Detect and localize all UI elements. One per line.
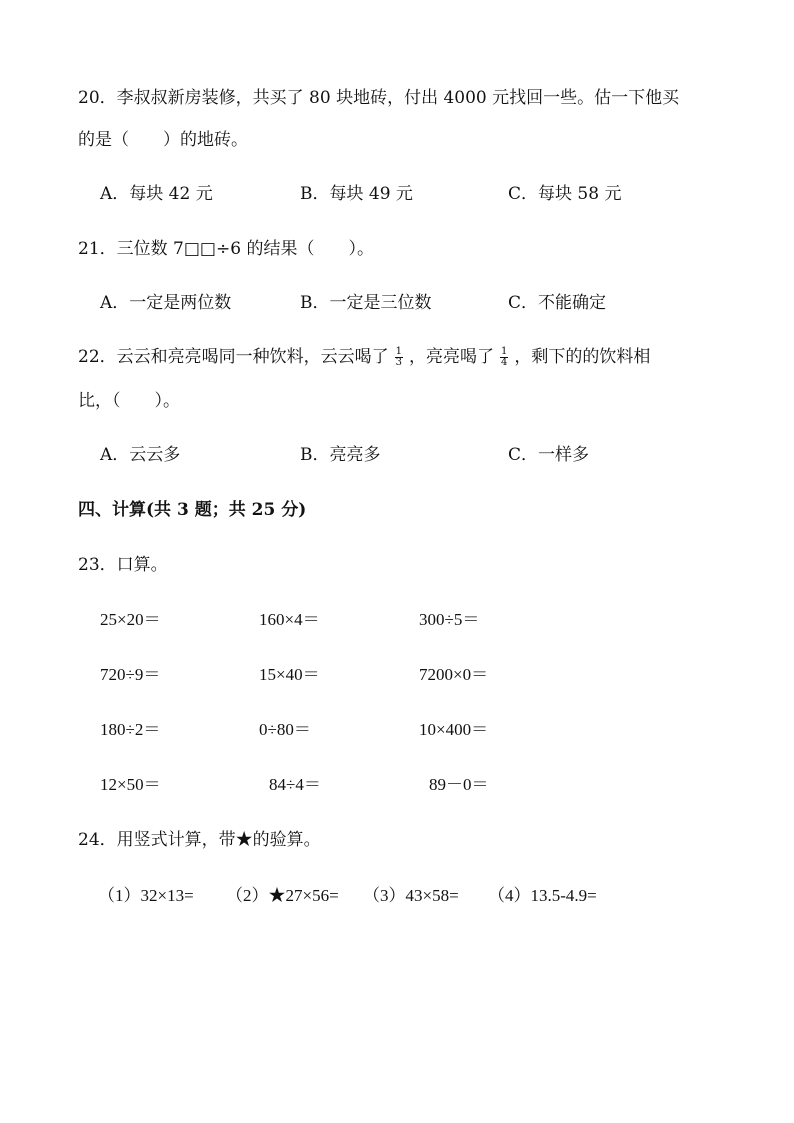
- q24-item-3: （3）43×58=: [363, 886, 459, 905]
- fraction-numerator: 1: [395, 346, 403, 357]
- q20-option-a: A．每块 42 元: [100, 184, 213, 204]
- q21-option-b: B．一定是三位数: [300, 293, 432, 313]
- q21-option-a: A．一定是两位数: [100, 293, 232, 313]
- calc-item: 89－0＝: [429, 775, 489, 794]
- fraction-denominator: 3: [395, 357, 403, 368]
- q21-line1: 21．三位数 7□□÷6 的结果（ ）。: [78, 239, 374, 259]
- q21-option-c: C．不能确定: [508, 293, 607, 313]
- q24-item-2: （2）★27×56=: [226, 886, 339, 905]
- calc-item: 84÷4＝: [269, 775, 321, 794]
- fraction-one-third: [395, 347, 403, 368]
- q22-option-c: C．一样多: [508, 445, 590, 465]
- calc-item: 12×50＝: [100, 775, 161, 794]
- calc-item: 7200×0＝: [419, 665, 489, 684]
- calc-item: 160×4＝: [259, 610, 320, 629]
- q20-line1: 20．李叔叔新房装修，共买了 80 块地砖，付出 4000 元找回一些。估一下他买: [78, 88, 680, 108]
- q22-option-b: B．亮亮多: [300, 445, 381, 465]
- fraction-denominator: 4: [501, 357, 508, 368]
- calc-item: 300÷5＝: [419, 610, 480, 629]
- section-heading: 四、计算(共 3 题；共 25 分): [78, 500, 307, 520]
- q23-title: 23．口算。: [78, 555, 168, 575]
- calc-item: 15×40＝: [259, 665, 320, 684]
- calc-item: 180÷2＝: [100, 720, 161, 739]
- calc-item: 25×20＝: [100, 610, 161, 629]
- q22-line2: 比，（ ）。: [78, 391, 180, 411]
- q24-item-4: （4）13.5-4.9=: [488, 886, 597, 905]
- calc-item: 10×400＝: [419, 720, 489, 739]
- q22-line1: [78, 345, 650, 369]
- q22-option-a: A．云云多: [100, 445, 181, 465]
- q24-item-1: （1）32×13=: [98, 886, 194, 905]
- fraction-numerator: 1: [501, 346, 508, 357]
- q20-option-b: B．每块 49 元: [300, 184, 413, 204]
- fraction-one-quarter: [500, 347, 508, 368]
- q20-option-c: C．每块 58 元: [508, 184, 622, 204]
- q24-title: 24．用竖式计算，带★的验算。: [78, 830, 321, 850]
- q22-text-a: 22．云云和亮亮喝同一种饮料，云云喝了: [78, 347, 389, 367]
- calc-item: 720÷9＝: [100, 665, 161, 684]
- calc-item: 0÷80＝: [259, 720, 311, 739]
- q22-text-b: ，亮亮喝了: [409, 347, 495, 367]
- q22-text-c: ，剩下的的饮料相: [514, 347, 651, 367]
- q20-line2: 的是（ ）的地砖。: [78, 130, 248, 150]
